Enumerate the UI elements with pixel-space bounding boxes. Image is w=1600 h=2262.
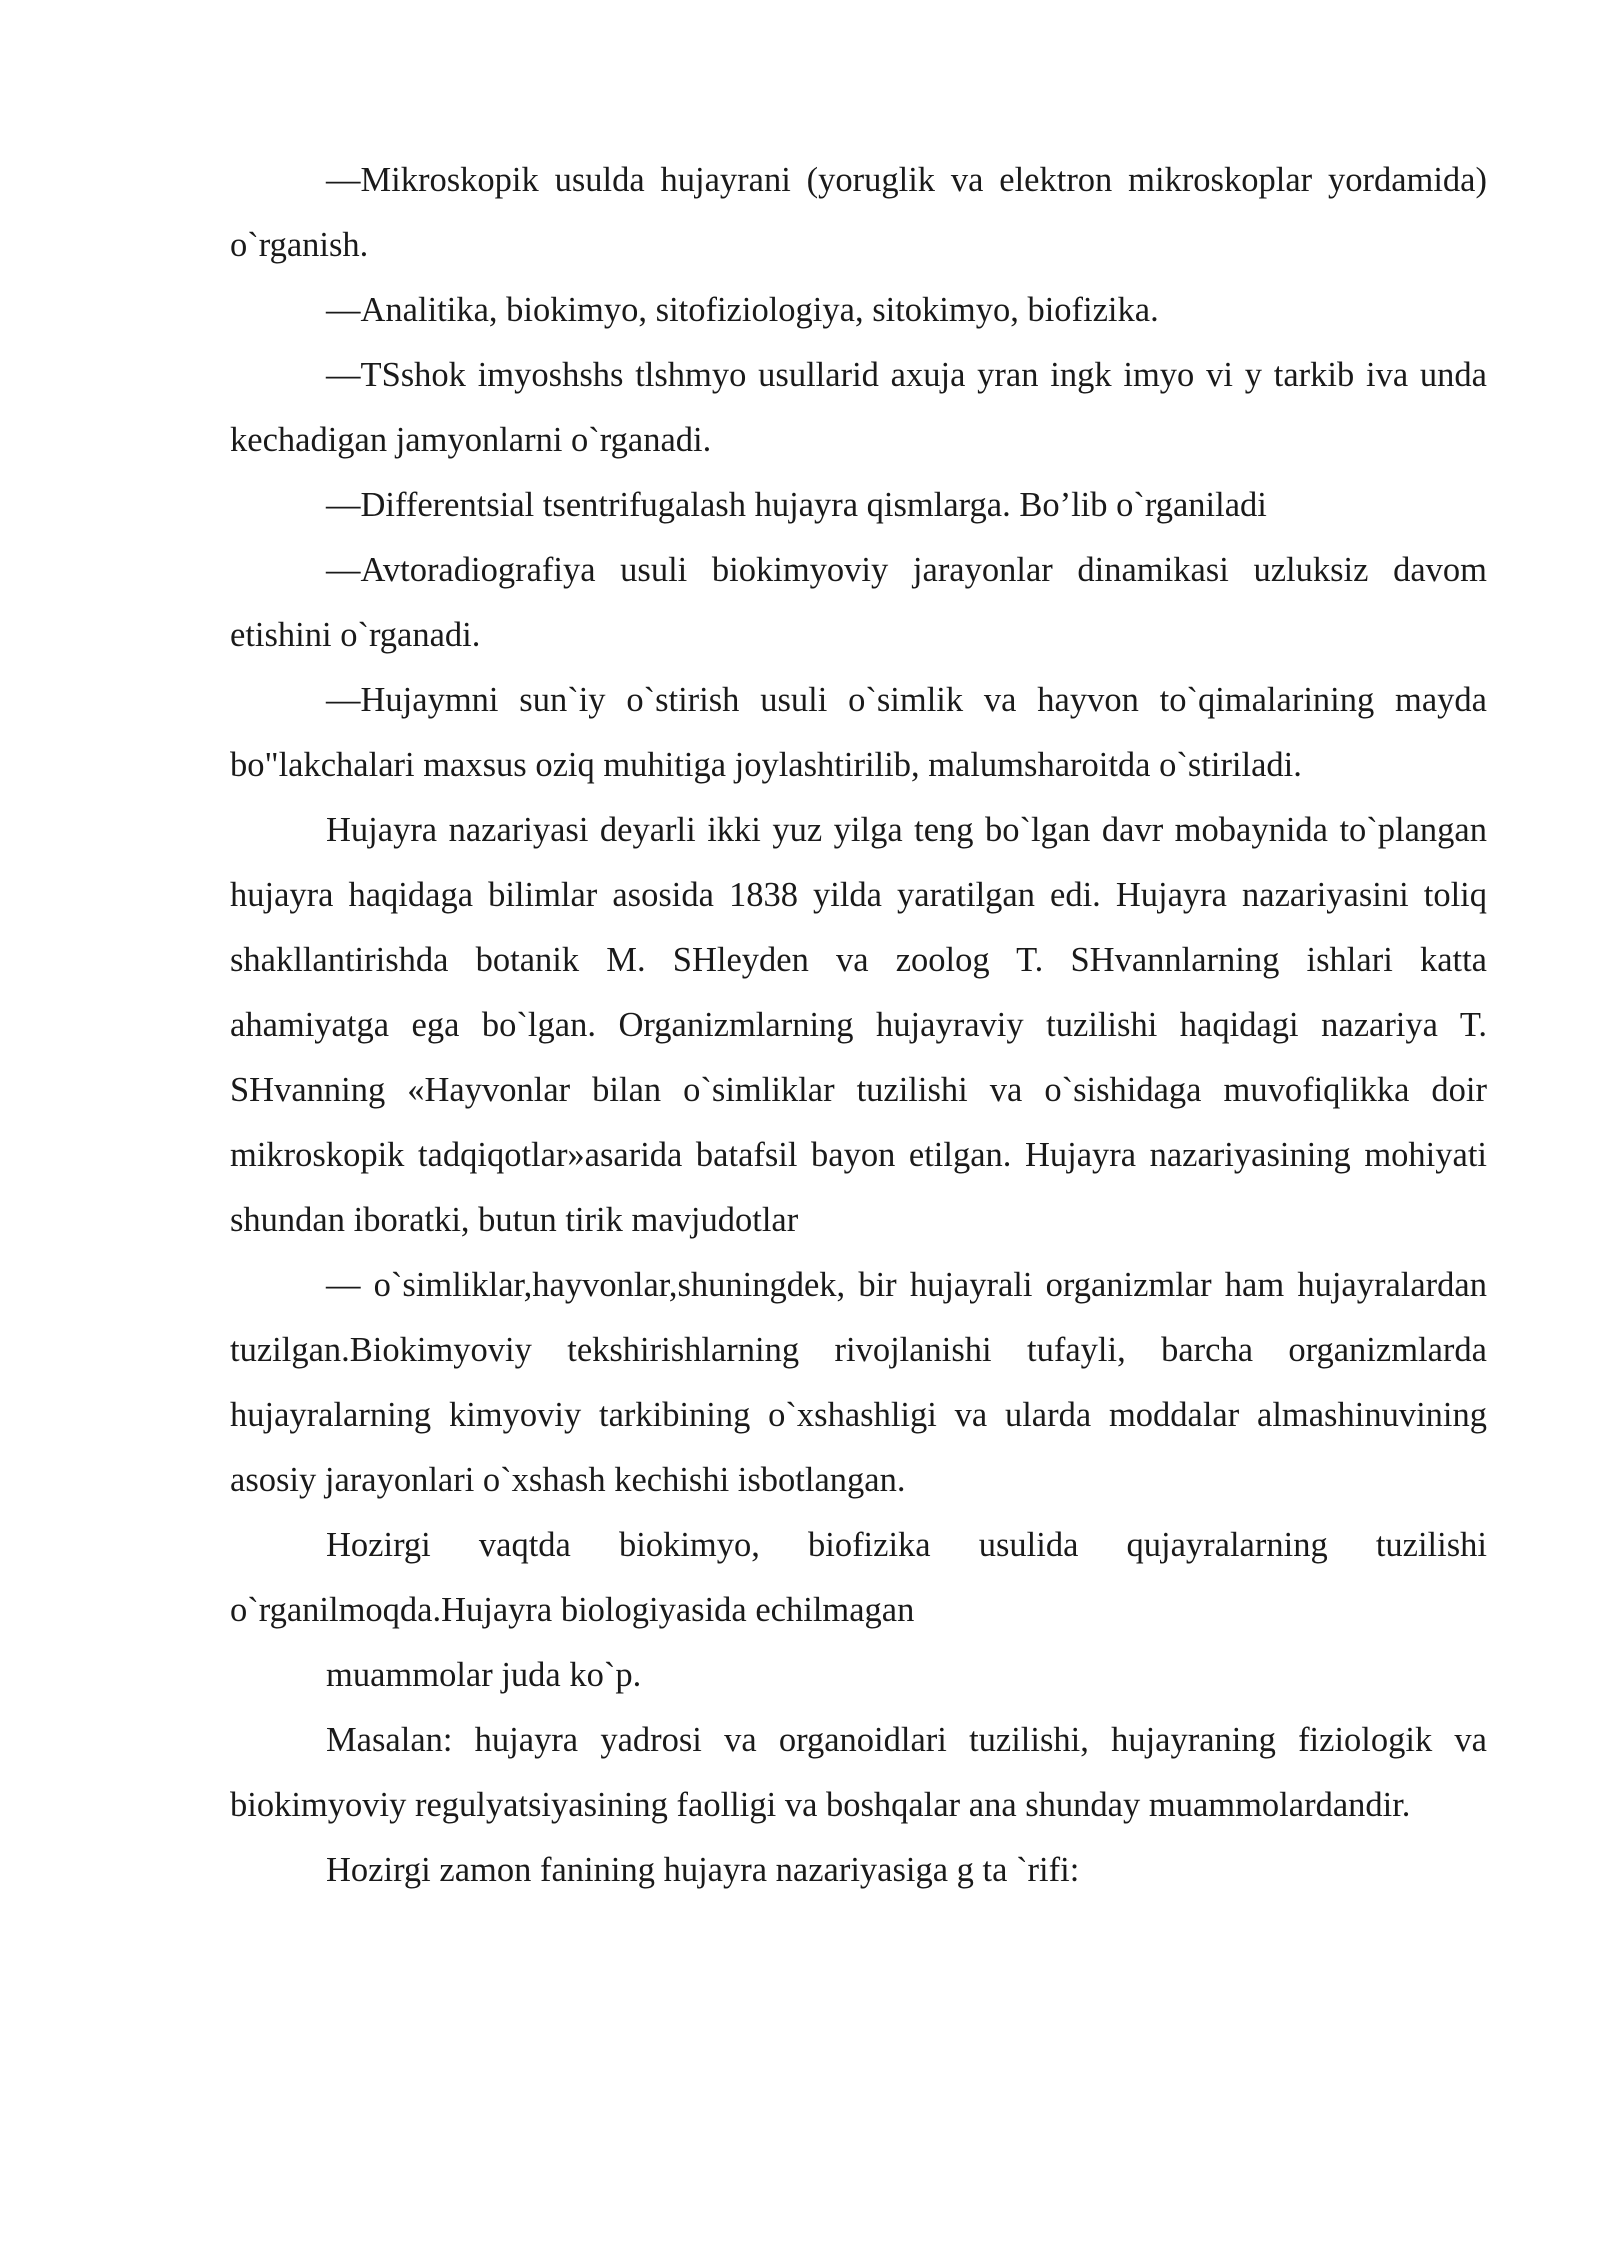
paragraph-analytics: —Analitika, biokimyo, sitofiziologiya, sitokimyo, biofizika. <box>326 291 1159 329</box>
paragraph-current-research: Hozirgi vaqtda biokimyo, biofizika usulida qujayralarning tuzilishi o`rganilmoqda.Hujayra biologiyasida echilmagan <box>230 1526 1487 1629</box>
paragraph-example-problems: Masalan: hujayra yadrosi va organoidlari tuzilishi, hujayraning fiziologik va biokimyoviy regulyatsiyasining faolligi va boshqalar ana shunday muammolardandir. <box>230 1721 1487 1824</box>
paragraph-modern-definition: Hozirgi zamon fanining hujayra nazariyasiga g ta `rifi: <box>326 1851 1080 1889</box>
paragraph-centrifugation: —Differentsial tsentrifugalash hujayra qismlarga. Bo’lib o`rganiladi <box>326 486 1267 524</box>
paragraph-cell-theory-continued: — o`simliklar,hayvonlar,shuningdek, bir hujayrali organizmlar ham hujayralardan tuzilgan.Biokimyoviy tekshirishlarning rivojlanishi tufayli, barcha organizmlarda hujayralarning kimyoviy tarkibining o`xshashligi va ularda moddalar almashinuvining asosiy jarayonlari o`xshash kechishi isbotlangan. <box>230 1266 1487 1499</box>
paragraph-microscopic-method: —Mikroskopik usulda hujayrani (yoruglik va elektron mikroskoplar yordamida) o`rganish. <box>230 161 1487 264</box>
document-body <box>230 148 1487 1903</box>
paragraph-autoradiography: —Avtoradiografiya usuli biokimyoviy jarayonlar dinamikasi uzluksiz davom etishini o`rganadi. <box>230 551 1487 654</box>
paragraph-cell-theory: Hujayra nazariyasi deyarli ikki yuz yilga teng bo`lgan davr mobaynida to`plangan hujayra haqidaga bilimlar asosida 1838 yilda yaratilgan edi. Hujayra nazariyasini toliq shakllantirishda botanik M. SHleyden va zoolog T. SHvannlarning ishlari katta ahamiyatga ega bo`lgan. Organizmlarning hujayraviy tuzilishi haqidagi nazariya T. SHvanning «Hayvonlar bilan o`simliklar tuzilishi va o`sishidaga muvofiqlikka doir mikroskopik tadqiqotlar»asarida batafsil bayon etilgan. Hujayra nazariyasining mohiyati shundan iboratki, butun tirik mavjudotlar <box>230 811 1487 1239</box>
paragraph-many-problems: muammolar juda ko`p. <box>326 1656 642 1694</box>
paragraph-cell-culture: —Hujaymni sun`iy o`stirish usuli o`simlik va hayvon to`qimalarining mayda bo"lakchalari maxsus oziq muhitiga joylashtirilib, malumsharoitda o`stiriladi. <box>230 681 1487 784</box>
paragraph-chemical-methods: —TSshok imyoshshs tlshmyo usullarid axuja yran ingk imyo vi y tarkib iva unda kechadigan jamyonlarni o`rganadi. <box>230 356 1487 459</box>
